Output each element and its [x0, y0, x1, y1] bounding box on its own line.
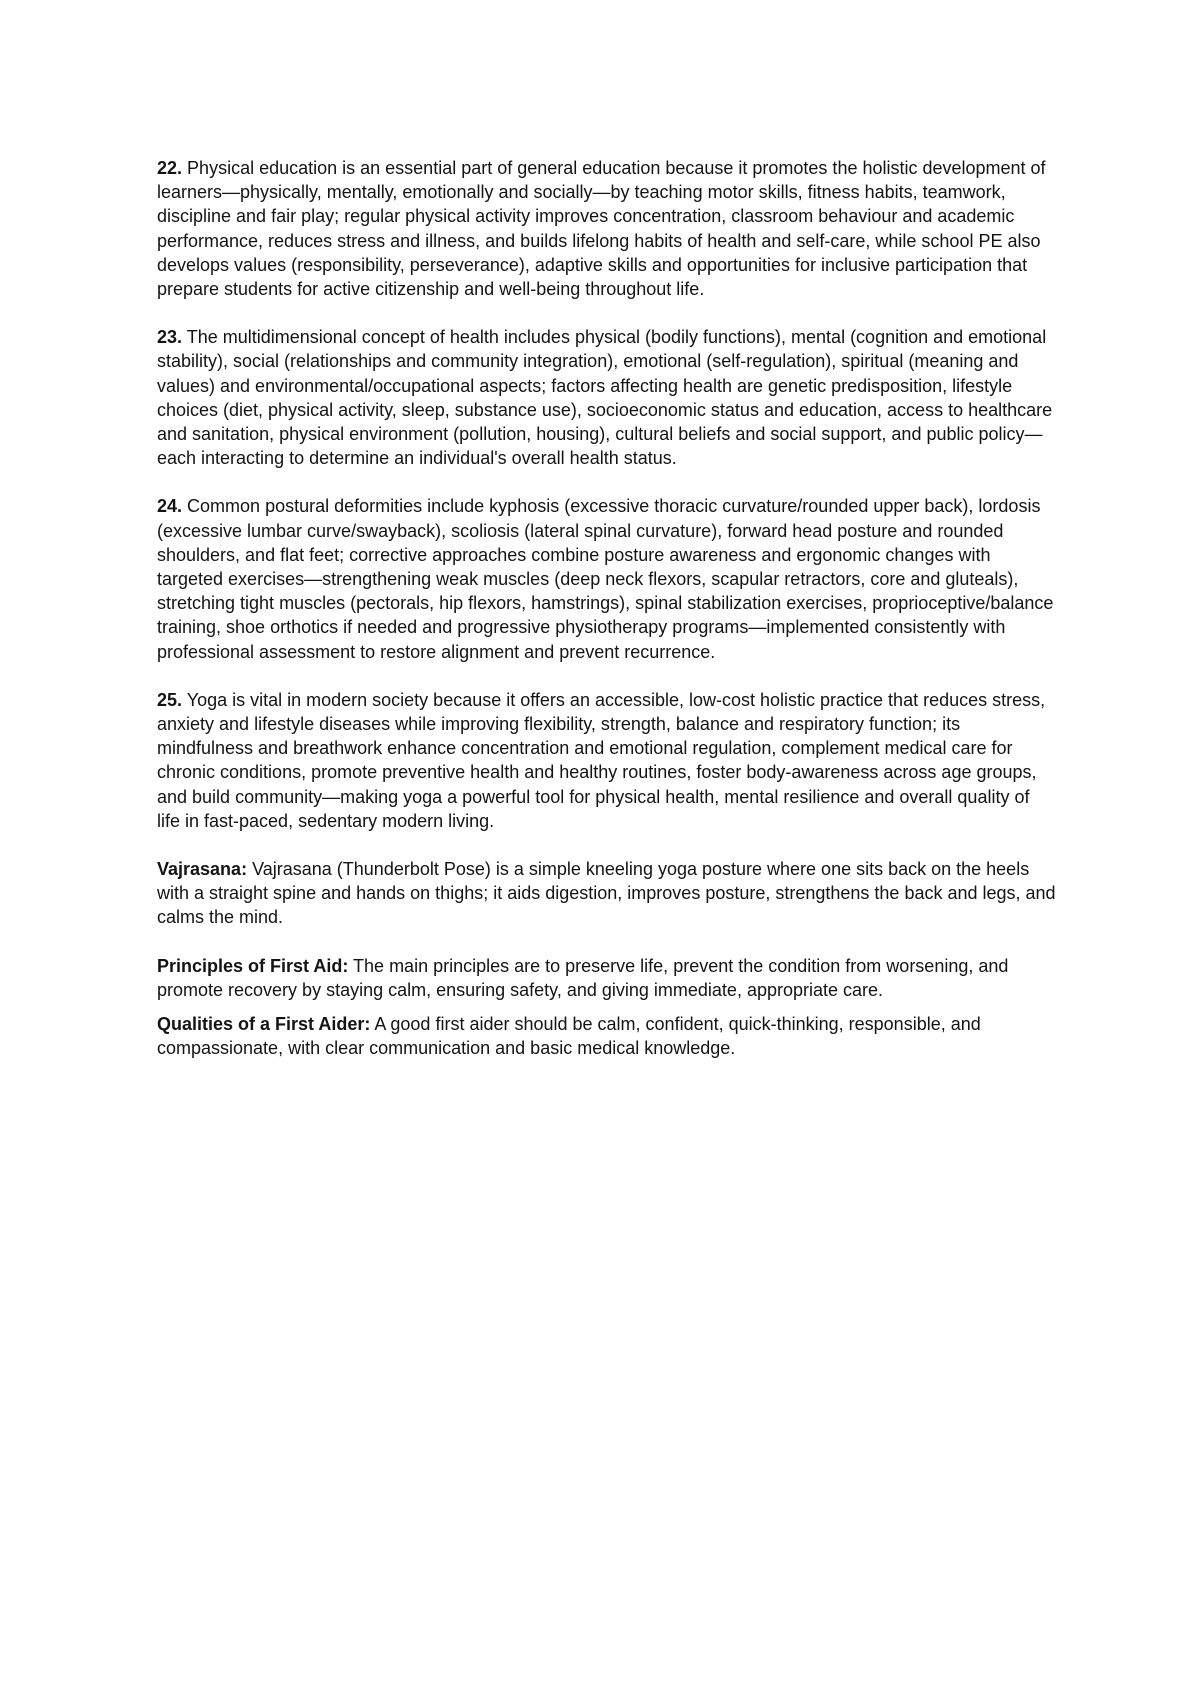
answer-24-text: Common postural deformities include kyphosis (excessive thoracic curvature/rounded upper back), lordosis (excessive lumbar curve/swayback), scoliosis (lateral spinal curvature), forward head posture and rounded shoulders, and flat feet; corrective approaches combine posture awareness and ergonomic changes with targeted exercises—strengthening weak muscles (deep neck flexors, scapular retractors, core and gluteals), stretching tight muscles (pectorals, hip flexors, hamstrings), spinal stabilization exercises, proprioceptive/balance training, shoe orthotics if needed and progressive physiotherapy programs—implemented consistently with professional assessment to restore alignment and prevent recurrence. [157, 496, 1054, 662]
answer-22-number: 22. [157, 158, 183, 178]
answer-22-paragraph [157, 156, 1057, 301]
answer-23-number: 23. [157, 327, 183, 348]
answer-23-paragraph [157, 325, 1057, 470]
vajrasana-heading: Vajrasana: [157, 859, 248, 880]
answer-23-text: The multidimensional concept of health includes physical (bodily functions), mental (cognition and emotional stability), social (relationships and community integration), emotional (self-regulation), spiritual (meaning and values) and environmental/occupational aspects; factors affecting health are genetic predisposition, lifestyle choices (diet, physical activity, sleep, substance use), socioeconomic status and education, access to healthcare and sanitation, physical environment (pollution, housing), cultural beliefs and social support, and public policy—each interacting to determine an individual's overall health status. [157, 327, 1053, 469]
answer-24-number: 24. [157, 496, 183, 517]
answer-24-paragraph [157, 494, 1057, 663]
first-aid-principles-text: The main principles are to preserve life, prevent the condition from worsening, and promote recovery by staying calm, ensuring safety, and giving immediate, appropriate care. [157, 955, 1009, 1000]
vajrasana-paragraph [157, 857, 1057, 930]
first-aider-qualities-heading: Qualities of a First Aider: [157, 1014, 371, 1035]
first-aid-principles-heading: Principles of First Aid: [157, 955, 349, 976]
document-body [157, 156, 1057, 1085]
vajrasana-text: Vajrasana (Thunderbolt Pose) is a simple kneeling yoga posture where one sits back on the heels with a straight spine and hands on thighs; it aids digestion, improves posture, strengthens the back and legs, and calms the mind. [157, 859, 1056, 928]
answer-25-text: Yoga is vital in modern society because it offers an accessible, low-cost holistic practice that reduces stress, anxiety and lifestyle diseases while improving flexibility, strength, balance and respiratory function; its mindfulness and breathwork enhance concentration and emotional regulation, complement medical care for chronic conditions, promote preventive health and healthy routines, foster body-awareness across age groups, and build community—making yoga a powerful tool for physical health, mental resilience and overall quality of life in fast-paced, sedentary modern living. [157, 689, 1046, 831]
first-aider-qualities-paragraph [157, 1012, 1057, 1060]
answer-22-text: Physical education is an essential part of general education because it promotes the holistic development of learners—physically, mentally, emotionally and socially—by teaching motor skills, fitness habits, teamwork, discipline and fair play; regular physical activity improves concentration, classroom behaviour and academic performance, reduces stress and illness, and builds lifelong habits of health and self-care, while school PE also develops values (responsibility, perseverance), adaptive skills and opportunities for inclusive participation that prepare students for active citizenship and well-being throughout life. [157, 158, 1046, 300]
answer-25-paragraph [157, 688, 1057, 833]
first-aider-qualities-text: A good first aider should be calm, confident, quick-thinking, responsible, and compassionate, with clear communication and basic medical knowledge. [157, 1014, 981, 1059]
first-aid-principles-paragraph [157, 954, 1057, 1002]
answer-25-number: 25. [157, 689, 183, 710]
